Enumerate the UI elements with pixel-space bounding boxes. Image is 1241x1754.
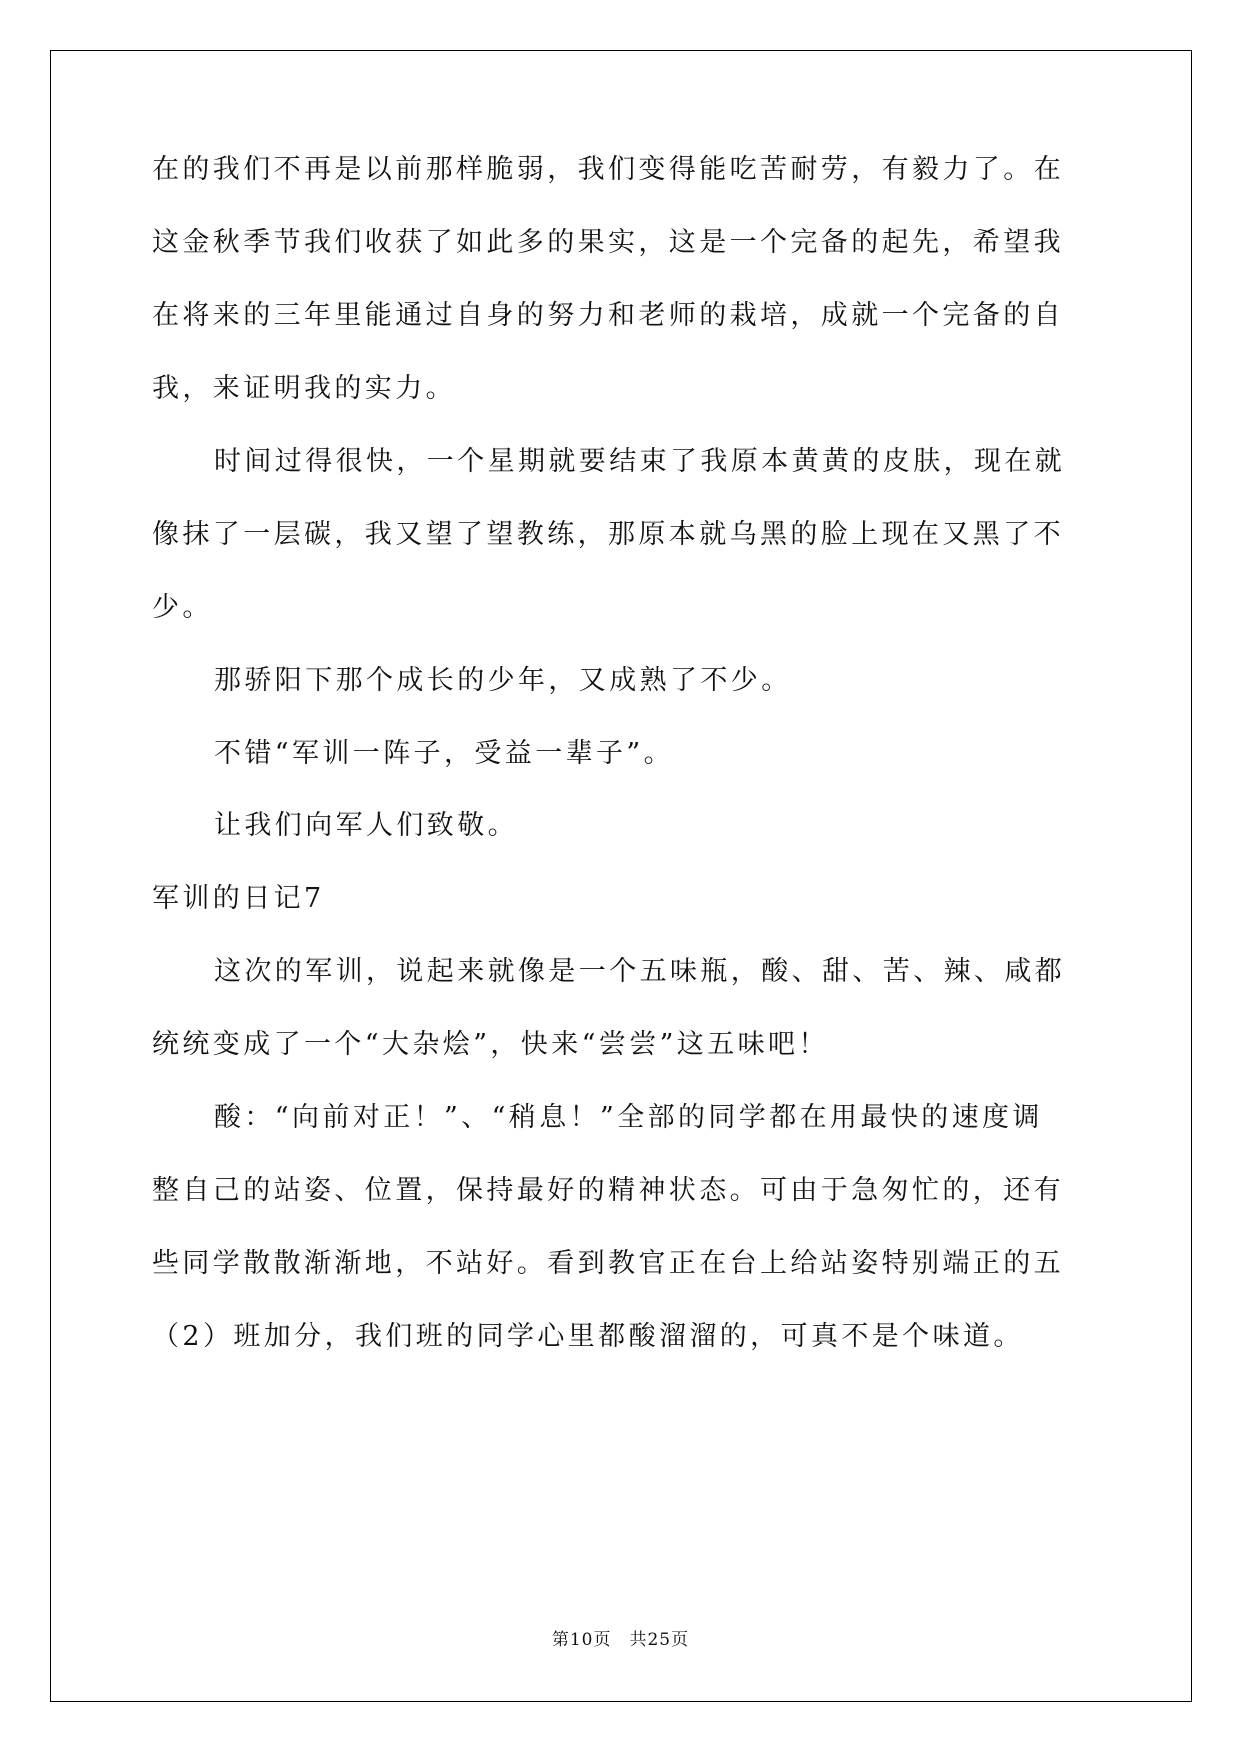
text-line: 我，来证明我的实力。 [152, 373, 456, 404]
text-line: 统统变成了一个“大杂烩”，快来“尝尝”这五味吧！ [152, 1029, 829, 1060]
text-line: 这次的军训，说起来就像是一个五味瓶，酸、甜、苦、辣、咸都 [214, 956, 1066, 987]
text-line: 在将来的三年里能通过自身的努力和老师的栽培，成就一个完备的自 [152, 300, 1064, 331]
text-line: 些同学散散渐渐地，不站好。看到教官正在台上给站姿特别端正的五 [152, 1248, 1064, 1279]
text-line: 像抹了一层碳，我又望了望教练，那原本就乌黑的脸上现在又黑了不 [152, 519, 1064, 550]
section-heading: 军训的日记7 [152, 883, 325, 914]
text-line: 不错“军训一阵子，受益一辈子”。 [214, 738, 675, 769]
text-line: 少。 [152, 592, 213, 623]
page-border [50, 50, 1192, 1702]
text-line: 时间过得很快，一个星期就要结束了我原本黄黄的皮肤，现在就 [214, 446, 1066, 477]
text-line: 这金秋季节我们收获了如此多的果实，这是一个完备的起先，希望我 [152, 227, 1064, 258]
text-line: （2）班加分，我们班的同学心里都酸溜溜的，可真不是个味道。 [152, 1321, 1024, 1352]
page-number: 第10页 共25页 [551, 1630, 690, 1650]
text-line: 酸：“向前对正！”、“稍息！”全部的同学都在用最快的速度调 [214, 1102, 1043, 1133]
text-line: 让我们向军人们致敬。 [214, 810, 518, 841]
text-line: 在的我们不再是以前那样脆弱，我们变得能吃苦耐劳，有毅力了。在 [152, 154, 1064, 185]
text-line: 整自己的站姿、位置，保持最好的精神状态。可由于急匆忙的，还有 [152, 1175, 1064, 1206]
text-line: 那骄阳下那个成长的少年，又成熟了不少。 [214, 665, 792, 696]
